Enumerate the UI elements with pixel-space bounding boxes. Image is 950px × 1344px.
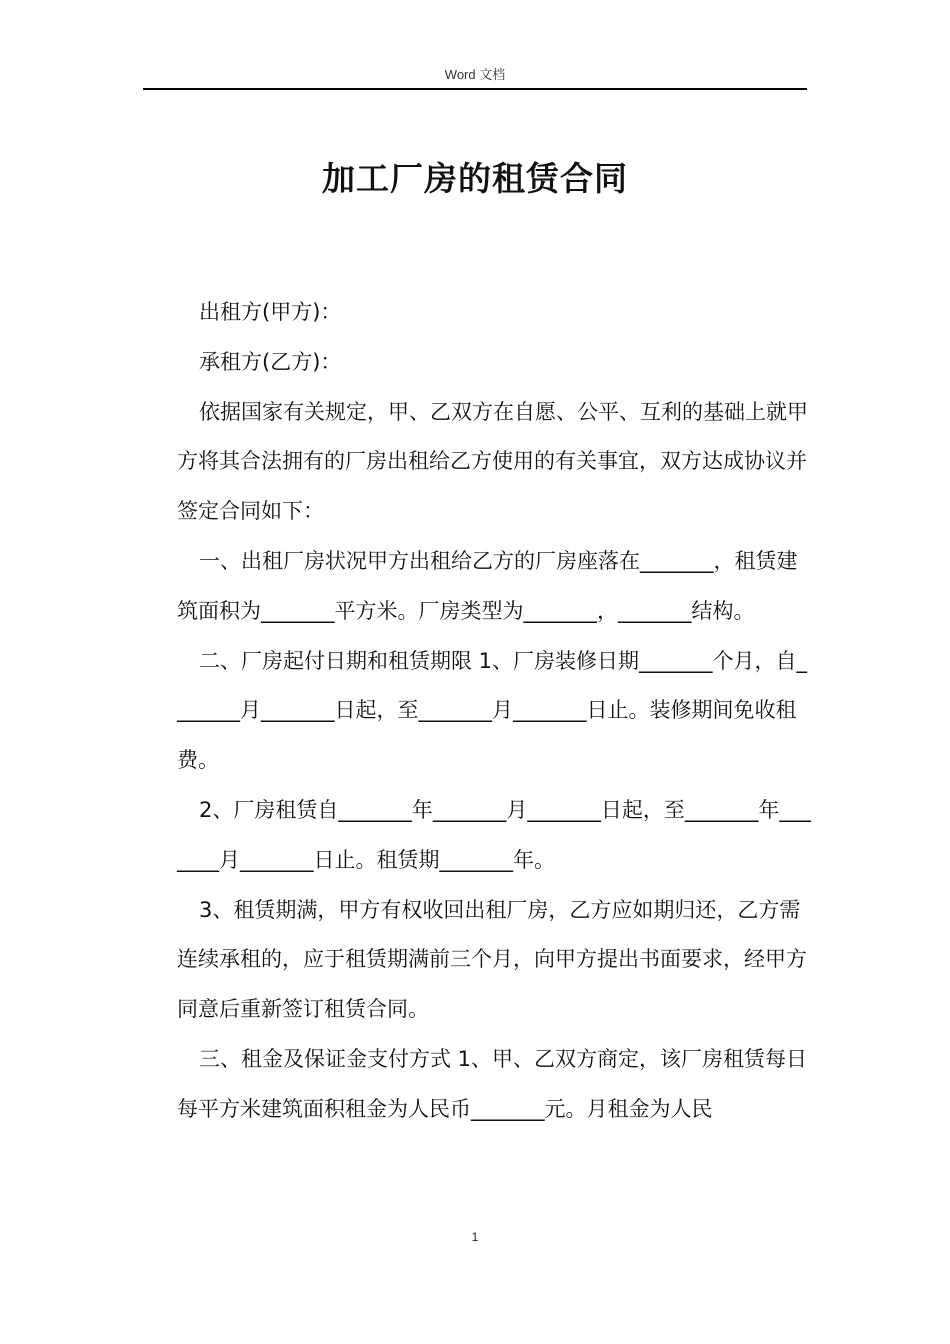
page-number: 1 <box>471 1230 479 1244</box>
paragraph-lessor: 出租方(甲方)： <box>199 300 342 324</box>
header-text: Word 文档 <box>444 67 506 82</box>
page-footer <box>0 1230 950 1244</box>
paragraph-lessee: 承租方(乙方)： <box>199 349 342 374</box>
paragraph-section-3: 三、租金及保证金支付方式 1、甲、乙双方商定，该厂房租赁每日每平方米建筑面积租金为人民币_______元。月租金为人民 <box>177 1046 808 1121</box>
paragraph-preamble: 依据国家有关规定，甲、乙双方在自愿、公平、互利的基础上就甲方将其合法拥有的厂房出租给乙方使用的有关事宜，双方达成协议并签定合同如下： <box>177 399 808 524</box>
page-header <box>143 66 807 90</box>
document-body <box>177 288 817 1135</box>
paragraph-section-2-2: 2、厂房租赁自_______年_______月_______日起，至_______年_______月_______日止。租赁期_______年。 <box>177 797 811 872</box>
paragraph-section-1: 一、出租厂房状况甲方出租给乙方的厂房座落在_______，租赁建筑面积为_______平方米。厂房类型为_______，_______结构。 <box>177 548 798 623</box>
paragraph-section-2-3: 3、租赁期满，甲方有权收回出租厂房，乙方应如期归还，乙方需连续承租的，应于租赁期满前三个月，向甲方提出书面要求，经甲方同意后重新签订租赁合同。 <box>177 897 807 1022</box>
document-title: 加工厂房的租赁合同 <box>322 159 628 198</box>
paragraph-section-2: 二、厂房起付日期和租赁期限 1、厂房装修日期_______个月，自_______月_______日起，至_______月_______日止。装修期间免收租费。 <box>177 648 808 773</box>
